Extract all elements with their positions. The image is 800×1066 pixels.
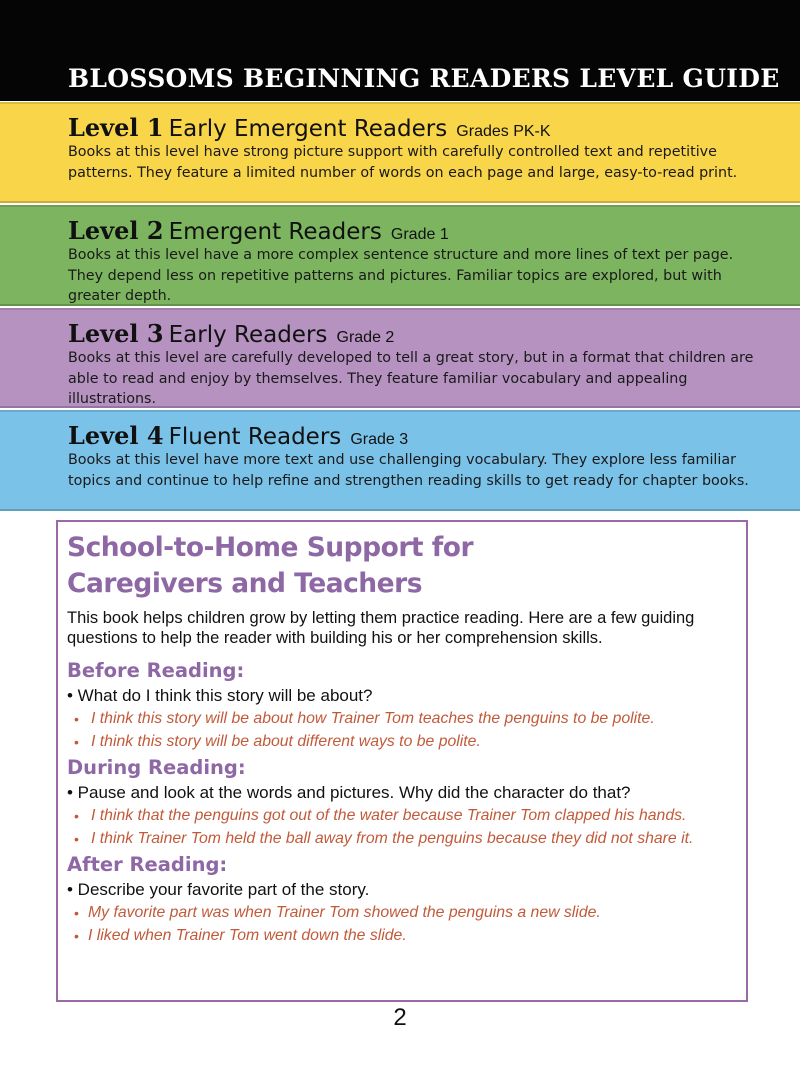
list-item (67, 709, 738, 729)
answer-text: I think that the penguins got out of the water because Trainer Tom clapped his hands. (91, 807, 687, 824)
during-reading-question: • Pause and look at the words and pictures. Why did the character do that? (67, 783, 631, 802)
bullet-icon: • (74, 928, 79, 944)
list-item (67, 829, 727, 849)
bullet-icon: • (74, 831, 79, 847)
page-header (0, 0, 800, 101)
list-item (67, 903, 738, 923)
level-2-grade: Grade 1 (390, 226, 449, 243)
level-1-band (0, 102, 800, 203)
page-title: BLOSSOMS BEGINNING READERS LEVEL GUIDE (68, 64, 780, 93)
bullet-icon: • (74, 905, 79, 921)
before-reading-heading: Before Reading: (67, 659, 245, 682)
level-4-grade: Grade 3 (350, 431, 409, 448)
level-2-name: Emergent Readers (168, 219, 382, 245)
level-3-band (0, 308, 800, 408)
bullet-icon: • (74, 734, 79, 750)
level-4-band (0, 410, 800, 511)
answer-text: My favorite part was when Trainer Tom showed the penguins a new slide. (88, 904, 601, 921)
level-4-name: Fluent Readers (168, 424, 342, 450)
level-4-description: Books at this level have more text and use challenging vocabulary. They explore less familiar topics and continue to help refine and strengthen reading skills to get ready for chapter books. (68, 452, 749, 489)
level-1-number: Level 1 (68, 113, 164, 142)
after-reading-answers (67, 903, 738, 946)
answer-text: I think this story will be about different ways to be polite. (91, 733, 481, 750)
level-1-title (68, 114, 790, 142)
bullet-icon: • (74, 808, 79, 824)
school-to-home-support-box (56, 520, 748, 1002)
after-reading-heading: After Reading: (67, 853, 228, 876)
answer-text: I liked when Trainer Tom went down the slide. (88, 927, 407, 944)
level-2-description: Books at this level have a more complex sentence structure and more lines of text per page. They depend less on repetitive patterns and pictures. Familiar topics are explored, but with greater depth. (68, 247, 734, 304)
level-3-grade: Grade 2 (336, 329, 395, 346)
support-title (67, 530, 738, 602)
level-1-description: Books at this level have strong picture support with carefully controlled text and repetitive patterns. They feature a limited number of words on each page and large, easy-to-read print. (68, 144, 738, 181)
support-title-line-2: Caregivers and Teachers (67, 568, 422, 599)
support-intro: This book helps children grow by letting them practice reading. Here are a few guiding questions to help the reader with building his or her comprehension skills. (67, 609, 695, 647)
answer-text: I think this story will be about how Trainer Tom teaches the penguins to be polite. (91, 710, 655, 727)
level-4-number: Level 4 (68, 421, 164, 450)
after-reading-question: • Describe your favorite part of the story. (67, 880, 370, 899)
list-item (67, 926, 738, 946)
page-number: 2 (393, 1004, 407, 1031)
during-reading-heading: During Reading: (67, 756, 246, 779)
level-3-name: Early Readers (168, 322, 328, 348)
level-1-grade: Grades PK-K (456, 123, 551, 140)
support-title-line-1: School-to-Home Support for (67, 532, 474, 563)
level-3-number: Level 3 (68, 319, 164, 348)
level-2-number: Level 2 (68, 216, 164, 245)
level-3-title (68, 320, 790, 348)
answer-text: I think Trainer Tom held the ball away from the penguins because they did not share it. (91, 830, 694, 847)
level-4-title (68, 422, 790, 450)
level-1-name: Early Emergent Readers (168, 116, 448, 142)
level-3-description: Books at this level are carefully developed to tell a great story, but in a format that children are able to read and enjoy by themselves. They feature familiar vocabulary and appealing illustrations. (68, 350, 754, 407)
list-item (67, 806, 727, 826)
list-item (67, 732, 738, 752)
before-reading-question: • What do I think this story will be about? (67, 686, 373, 705)
level-2-band (0, 205, 800, 306)
level-2-title (68, 217, 790, 245)
bullet-icon: • (74, 711, 79, 727)
before-reading-answers (67, 709, 738, 752)
during-reading-answers (67, 806, 727, 849)
